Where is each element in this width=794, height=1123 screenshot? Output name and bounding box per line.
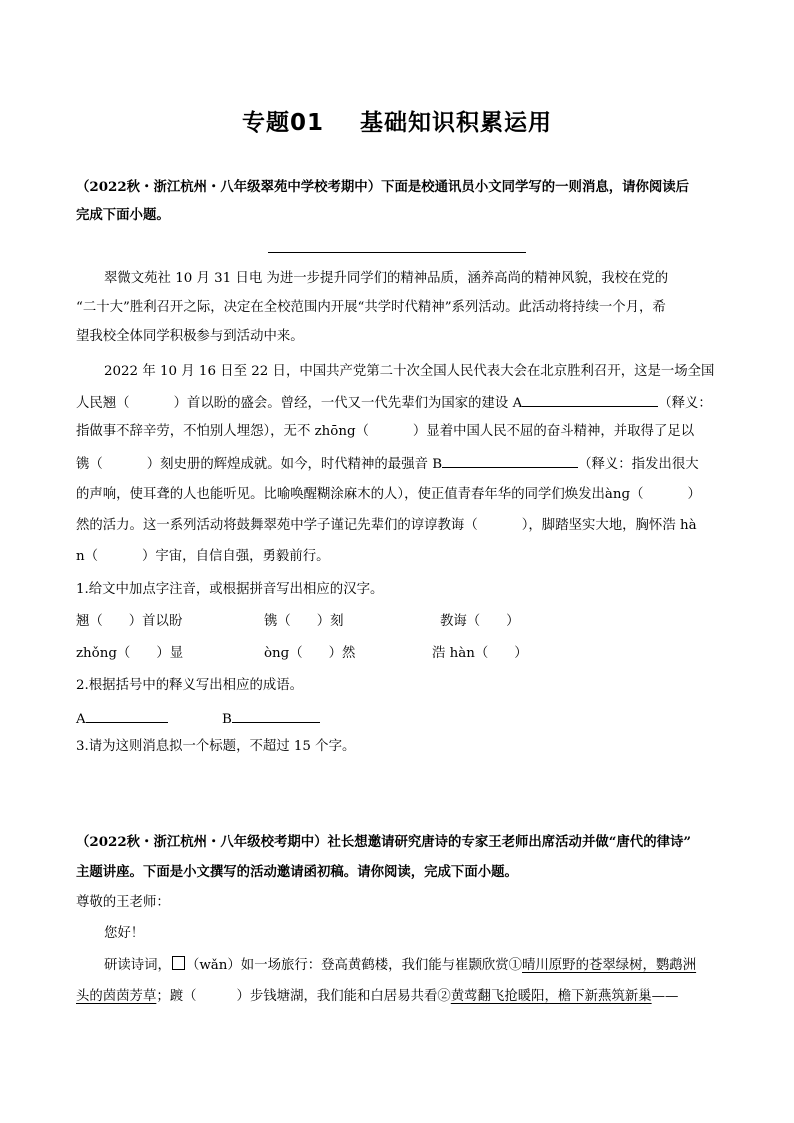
paragraph-2-line-6: 然的活力。这一系列活动将鼓舞翠苑中学子谨记先辈们的谆谆教诲（ ），脚踏坚实大地，胸怀浩 hà	[76, 518, 697, 533]
paragraph-1-line-3: 望我校全体同学积极参与到活动中来。	[76, 329, 304, 344]
underlined-phrase-1-cont: 头的茵茵芳草	[76, 989, 157, 1004]
letter-salutation: 尊敬的王老师：	[76, 895, 170, 910]
paragraph-2-line-3: 指做事不辞辛劳，不怕别人埋怨），无不 zhōng（ ）显着中国人民不屈的奋斗精神，并取得了足以	[76, 424, 695, 439]
section2-intro-line2: 主题讲座。下面是小文撰写的活动邀请函初稿。请你阅读，完成下面小题。	[76, 864, 518, 880]
answer-blank-a[interactable]	[522, 392, 658, 407]
section1-intro-line1: （2022秋・浙江杭州・八年级翠苑中学校考期中）下面是校通讯员小文同学写的一则消息，请你阅读后	[76, 179, 690, 195]
underlined-phrase-1: 晴川原野的苍翠绿树，鹦鹉洲	[522, 958, 697, 973]
missing-character-box	[172, 956, 185, 970]
underlined-phrase-2: 黄莺翻飞抢暖阳，檐下新燕筑新巢	[450, 989, 652, 1004]
title-text: 基础知识积累运用	[360, 110, 552, 136]
letter-greeting: 您好！	[104, 926, 145, 941]
q2-blank-b[interactable]	[232, 708, 320, 723]
section1-intro-line2: 完成下面小题。	[76, 207, 170, 223]
q1-item: 镌（ ）刻	[264, 614, 344, 629]
letter-paragraph-line-2: 头的茵茵芳草；踱（ ）步钱塘湖，我们能和白居易共看②黄莺翻飞抢暖阳，檐下新燕筑新巢——	[76, 989, 679, 1004]
paragraph-2-line-5: 的声响，使耳聋的人也能听见。比喻唤醒糊涂麻木的人），使正值青春年华的同学们焕发出ànɡ（ ）	[76, 487, 701, 502]
letter-paragraph-line-1: 研读诗词， （wǎn）如一场旅行：登高黄鹤楼，我们能与崔颢欣赏①晴川原野的苍翠绿树，鹦鹉洲	[104, 958, 697, 973]
paragraph-2-line-2: 人民翘（ ）首以盼的盛会。曾经，一代又一代先辈们为国家的建设 A （释义：	[76, 392, 712, 414]
q1-item: 翘（ ）首以盼	[76, 614, 183, 629]
q2-answer-a: A	[76, 708, 168, 730]
answer-blank-b[interactable]	[442, 453, 578, 468]
question-1: 1.给文中加点字注音，或根据拼音写出相应的汉字。	[76, 582, 384, 597]
paragraph-1-line-1: 翠微文苑社 10 月 31 日电 为进一步提升同学们的精神品质，涵养高尚的精神风貌，我校在党的	[104, 271, 669, 286]
q1-item: 教诲（ ）	[440, 614, 520, 629]
q1-item: 浩 hàn（ ）	[432, 646, 528, 661]
page-title	[0, 104, 794, 137]
title-number: 专题01	[241, 110, 324, 136]
paragraph-1-line-2: “二十大”胜利召开之际，决定在全校范围内开展“共学时代精神”系列活动。此活动将持续一个月，希	[76, 300, 666, 315]
headline-blank-rule	[268, 252, 526, 253]
paragraph-2-line-4: 镌（ ）刻史册的辉煌成就。如今，时代精神的最强音 B （释义：指发出很大	[76, 453, 699, 475]
q1-item: zhǒng（ ）显	[76, 646, 184, 661]
question-2: 2.根据括号中的释义写出相应的成语。	[76, 678, 304, 693]
q2-blank-a[interactable]	[86, 708, 168, 723]
q2-answer-b: B	[222, 708, 320, 730]
paragraph-2-line-1: 2022 年 10 月 16 日至 22 日，中国共产党第二十次全国人民代表大会在北京胜利召开，这是一场全国	[104, 364, 715, 379]
q1-item: ònɡ（ ）然	[264, 646, 356, 661]
question-3: 3.请为这则消息拟一个标题，不超过 15 个字。	[76, 739, 356, 754]
paragraph-2-line-7: n（ ）宇宙，自信自强，勇毅前行。	[76, 549, 330, 564]
section2-intro-line1: （2022秋・浙江杭州・八年级校考期中）社长想邀请研究唐诗的专家王老师出席活动并做“唐代的律诗”	[76, 834, 692, 850]
